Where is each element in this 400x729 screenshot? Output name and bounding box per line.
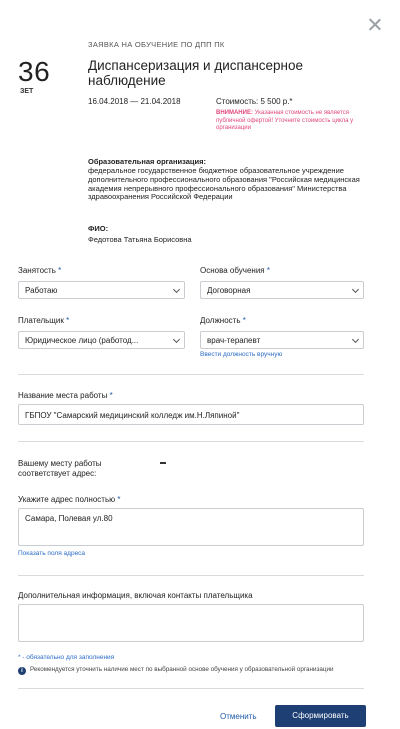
divider xyxy=(18,575,364,576)
payer-label-text: Плательщик xyxy=(18,316,64,325)
workplace-label-text: Название места работы xyxy=(18,391,108,400)
address-textarea[interactable]: Самара, Полевая ул.80 xyxy=(18,508,364,546)
fio-value: Федотова Татьяна Борисовна xyxy=(88,235,192,244)
chevron-down-icon xyxy=(352,336,359,343)
address-match-value xyxy=(160,462,166,464)
basis-label-text: Основа обучения xyxy=(200,266,265,275)
close-icon[interactable] xyxy=(366,16,384,34)
workplace-label xyxy=(18,391,113,400)
basis-select-value: Договорная xyxy=(207,286,251,295)
address-match-label: Вашему месту работы соответствует адрес: xyxy=(18,459,102,478)
extra-info-label: Дополнительная информация, включая контакты плательщика xyxy=(18,591,253,600)
divider xyxy=(18,688,364,689)
organization-value: федеральное государственное бюджетное образовательное учреждение дополнительного профессионального образования "Российская медицинская академия непрерывного профессионального образования" Министерства здравоохранения Российской Федерации xyxy=(88,166,360,202)
employment-label xyxy=(18,266,61,275)
extra-info-textarea[interactable] xyxy=(18,604,364,642)
cost-warning-strong: ВНИМАНИЕ: xyxy=(216,110,253,116)
chevron-down-icon xyxy=(352,286,359,293)
required-note: * - обязательно для заполнения xyxy=(18,654,115,661)
payer-label xyxy=(18,316,69,325)
course-dates: 16.04.2018 — 21.04.2018 xyxy=(88,97,181,106)
position-label xyxy=(200,316,246,325)
employment-label-text: Занятость xyxy=(18,266,56,275)
course-hours-unit: ЗЕТ xyxy=(20,88,34,95)
address-label xyxy=(18,495,120,504)
show-address-fields-link[interactable]: Показать поля адреса xyxy=(18,550,86,557)
required-star: * xyxy=(58,266,62,275)
request-type: ЗАЯВКА НА ОБУЧЕНИЕ ПО ДПП ПК xyxy=(88,40,225,49)
cost-warning-text: Указанная стоимость не является публичной офертой! Уточните стоимость цикла у организации xyxy=(216,110,354,131)
cancel-button[interactable]: Отменить xyxy=(220,712,257,721)
course-hours: 36 xyxy=(18,56,51,87)
chevron-down-icon xyxy=(173,336,180,343)
position-manual-link[interactable]: Ввести должность вручную xyxy=(200,351,283,358)
required-star: * xyxy=(66,316,70,325)
position-select[interactable] xyxy=(200,331,364,349)
required-star: * xyxy=(117,495,121,504)
required-star: * xyxy=(109,391,113,400)
submit-button[interactable]: Сформировать xyxy=(275,705,366,727)
organization-label: Образовательная организация: xyxy=(88,157,206,166)
course-cost: Стоимость: 5 500 р.* xyxy=(216,97,293,106)
divider xyxy=(18,374,364,375)
course-title: Диспансеризация и диспансерное наблюдение xyxy=(88,58,304,88)
payer-select-value: Юридическое лицо (работод... xyxy=(25,336,139,345)
workplace-input[interactable]: ГБПОУ "Самарский медицинский колледж им.Н.Ляпиной" xyxy=(18,404,364,425)
chevron-down-icon xyxy=(173,286,180,293)
position-label-text: Должность xyxy=(200,316,241,325)
employment-select[interactable] xyxy=(18,281,185,299)
info-icon: i xyxy=(18,667,26,675)
required-star: * xyxy=(266,266,270,275)
fio-label: ФИО: xyxy=(88,224,109,233)
required-star: * xyxy=(242,316,246,325)
cost-warning xyxy=(216,110,376,133)
address-label-text: Укажите адрес полностью xyxy=(18,495,116,504)
basis-select[interactable] xyxy=(200,281,364,299)
basis-label xyxy=(200,266,270,275)
employment-select-value: Работаю xyxy=(25,286,58,295)
info-text: Рекомендуется уточнить наличие мест по выбранной основе обучения у образовательной организации xyxy=(30,666,334,673)
payer-select[interactable] xyxy=(18,331,185,349)
position-select-value: врач-терапевт xyxy=(207,336,261,345)
divider xyxy=(18,441,364,442)
